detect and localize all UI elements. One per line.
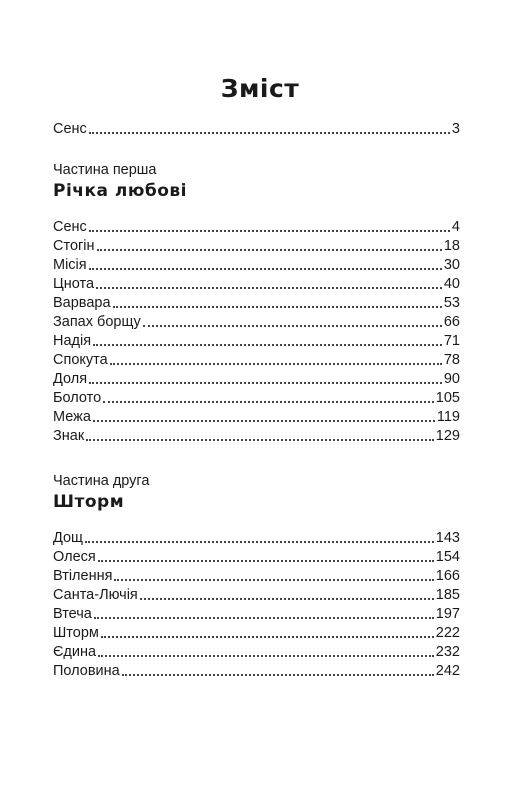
dot-leader	[85, 541, 434, 543]
toc-entry	[53, 427, 460, 445]
toc-entry-label: Половина	[53, 663, 120, 679]
toc-entry-page: 143	[435, 530, 460, 546]
toc-entry-label: Межа	[53, 409, 91, 425]
part-subtitle: Частина друга	[53, 473, 150, 489]
toc-entry-page: 3	[451, 121, 460, 137]
toc-entry-label: Єдина	[53, 644, 97, 660]
dot-leader	[89, 268, 442, 270]
toc-entry	[53, 586, 460, 604]
toc-entry-label: Доля	[53, 371, 88, 387]
toc-entry	[53, 256, 460, 274]
toc-entry-page: 119	[436, 409, 460, 425]
toc-entry-page: 4	[451, 219, 460, 235]
toc-entry-page: 232	[435, 644, 460, 660]
toc-entry-page: 166	[435, 568, 460, 584]
dot-leader	[103, 401, 434, 403]
dot-leader	[113, 306, 442, 308]
toc-entry-label: Болото	[53, 390, 102, 406]
part-title: Річка любові	[53, 181, 187, 201]
toc-entry	[53, 408, 460, 426]
dot-leader	[110, 363, 442, 365]
toc-entry-page: 30	[443, 257, 460, 273]
dot-leader	[140, 598, 434, 600]
part-subtitle: Частина перша	[53, 162, 157, 178]
toc-entry-page: 78	[443, 352, 460, 368]
toc-entry-label: Стогін	[53, 238, 95, 254]
toc-entry	[53, 529, 460, 547]
toc-entry-page: 222	[435, 625, 460, 641]
toc-entry	[53, 567, 460, 585]
toc-entry-page: 71	[443, 333, 460, 349]
toc-entry-label: Цнота	[53, 276, 95, 292]
dot-leader	[89, 382, 442, 384]
toc-entry-label: Дощ	[53, 530, 83, 546]
dot-leader	[101, 636, 434, 638]
dot-leader	[114, 579, 433, 581]
toc-entry	[53, 218, 460, 236]
toc-entry-page: 129	[435, 428, 460, 444]
toc-entry-label: Запах борщу	[53, 314, 141, 330]
toc-entry	[53, 370, 460, 388]
toc-entry	[53, 643, 460, 661]
toc-entry	[53, 351, 460, 369]
toc-entry-page: 185	[435, 587, 460, 603]
toc-entry-page: 242	[435, 663, 460, 679]
toc-entry-page: 90	[443, 371, 460, 387]
toc-entry-label: Втілення	[53, 568, 113, 584]
part-title: Шторм	[53, 492, 125, 512]
toc-entry-page: 53	[443, 295, 460, 311]
toc-entry-label: Втеча	[53, 606, 92, 622]
toc-entry-label: Шторм	[53, 625, 99, 641]
toc-entry-label: Олеся	[53, 549, 96, 565]
toc-entry-label: Спокута	[53, 352, 108, 368]
dot-leader	[86, 439, 434, 441]
toc-entry	[53, 275, 460, 293]
toc-entry-label: Знак	[53, 428, 85, 444]
dot-leader	[93, 420, 435, 422]
dot-leader	[97, 249, 442, 251]
toc-entry-label: Місія	[53, 257, 87, 273]
toc-entry-page: 18	[443, 238, 460, 254]
toc-entry-label: Надія	[53, 333, 92, 349]
toc-entry-label: Санта-Лючія	[53, 587, 138, 603]
toc-entry-page: 105	[435, 390, 460, 406]
toc-entry	[53, 605, 460, 623]
toc-entry	[53, 313, 460, 331]
toc-entry	[53, 332, 460, 350]
toc-entry-page: 40	[443, 276, 460, 292]
dot-leader	[122, 674, 434, 676]
dot-leader	[93, 344, 442, 346]
page-title: Зміст	[220, 74, 300, 103]
dot-leader	[94, 617, 434, 619]
toc-entry	[53, 662, 460, 680]
dot-leader	[143, 325, 442, 327]
toc-entry	[53, 294, 460, 312]
toc-entry-label: Сенс	[53, 219, 87, 235]
dot-leader	[89, 230, 450, 232]
toc-entry-label: Сенс	[53, 121, 87, 137]
toc-entry-page: 66	[443, 314, 460, 330]
toc-entry	[53, 548, 460, 566]
toc-entry-page: 154	[435, 549, 460, 565]
toc-entry-page: 197	[435, 606, 460, 622]
toc-entry	[53, 624, 460, 642]
toc-entry-label: Варвара	[53, 295, 111, 311]
toc-entry	[53, 389, 460, 407]
dot-leader	[89, 132, 450, 134]
dot-leader	[98, 560, 434, 562]
toc-entry	[53, 120, 460, 138]
toc-entry	[53, 237, 460, 255]
dot-leader	[98, 655, 434, 657]
dot-leader	[96, 287, 442, 289]
